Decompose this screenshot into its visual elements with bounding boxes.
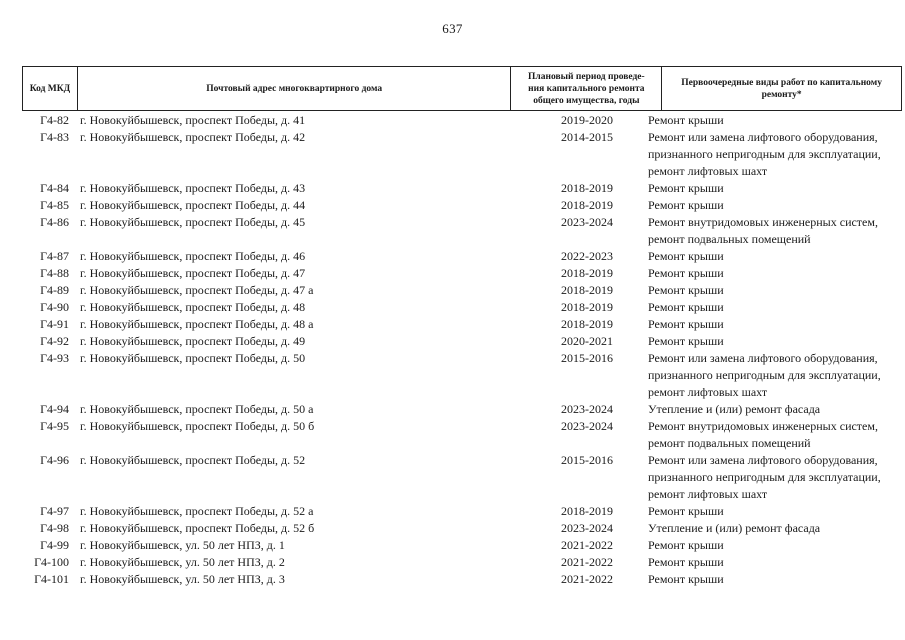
- row-period: 2018-2019: [561, 317, 613, 331]
- row-address: г. Новокуйбышевск, проспект Победы, д. 52 а: [80, 504, 314, 518]
- row-period: 2022-2023: [561, 249, 613, 263]
- table-row: [22, 265, 902, 282]
- row-address: г. Новокуйбышевск, проспект Победы, д. 46: [80, 249, 306, 263]
- row-address: г. Новокуйбышевск, проспект Победы, д. 50: [80, 351, 306, 365]
- table-row: [22, 214, 902, 248]
- row-code: Г4-96: [40, 453, 69, 467]
- row-works: Ремонт внутридомовых инженерных систем, ремонт подвальных помещений: [648, 419, 878, 450]
- row-works: Ремонт крыши: [648, 249, 724, 263]
- row-period: 2023-2024: [561, 402, 613, 416]
- row-code: Г4-91: [40, 317, 69, 331]
- row-address: г. Новокуйбышевск, проспект Победы, д. 47 а: [80, 283, 314, 297]
- table-row: [22, 503, 902, 520]
- row-code: Г4-88: [40, 266, 69, 280]
- row-period: 2018-2019: [561, 283, 613, 297]
- row-works: Ремонт крыши: [648, 113, 724, 127]
- row-address: г. Новокуйбышевск, проспект Победы, д. 44: [80, 198, 306, 212]
- row-address: г. Новокуйбышевск, проспект Победы, д. 47: [80, 266, 306, 280]
- row-address: г. Новокуйбышевск, ул. 50 лет НПЗ, д. 2: [80, 555, 285, 569]
- row-works: Ремонт крыши: [648, 317, 724, 331]
- table-row: [22, 282, 902, 299]
- row-period: 2021-2022: [561, 538, 613, 552]
- row-works: Утепление и (или) ремонт фасада: [648, 521, 821, 535]
- row-works: Ремонт крыши: [648, 181, 724, 195]
- header-address: Почтовый адрес многоквартирного дома: [78, 67, 512, 110]
- row-works: Ремонт крыши: [648, 198, 724, 212]
- row-code: Г4-92: [40, 334, 69, 348]
- table-row: [22, 180, 902, 197]
- table-row: [22, 248, 902, 265]
- row-works: Ремонт крыши: [648, 504, 724, 518]
- row-address: г. Новокуйбышевск, проспект Победы, д. 45: [80, 215, 306, 229]
- row-works: Ремонт или замена лифтового оборудования, признанного непригодным для эксплуатации, ремонт лифтовых шахт: [648, 453, 881, 501]
- row-period: 2018-2019: [561, 198, 613, 212]
- row-address: г. Новокуйбышевск, проспект Победы, д. 49: [80, 334, 306, 348]
- row-address: г. Новокуйбышевск, ул. 50 лет НПЗ, д. 1: [80, 538, 285, 552]
- row-address: г. Новокуйбышевск, проспект Победы, д. 43: [80, 181, 306, 195]
- row-code: Г4-86: [40, 215, 69, 229]
- row-address: г. Новокуйбышевск, проспект Победы, д. 48: [80, 300, 306, 314]
- table-row: [22, 418, 902, 452]
- row-code: Г4-85: [40, 198, 69, 212]
- row-code: Г4-89: [40, 283, 69, 297]
- table-body: [22, 112, 902, 588]
- table-row: [22, 452, 902, 503]
- row-period: 2018-2019: [561, 504, 613, 518]
- row-address: г. Новокуйбышевск, проспект Победы, д. 48 а: [80, 317, 314, 331]
- row-period: 2019-2020: [561, 113, 613, 127]
- header-code: Код МКД: [23, 67, 78, 110]
- table-row: [22, 299, 902, 316]
- table-row: [22, 112, 902, 129]
- table-row: [22, 554, 902, 571]
- row-works: Утепление и (или) ремонт фасада: [648, 402, 821, 416]
- table-header: [22, 66, 902, 111]
- row-code: Г4-99: [40, 538, 69, 552]
- row-period: 2021-2022: [561, 555, 613, 569]
- row-works: Ремонт крыши: [648, 572, 724, 586]
- row-code: Г4-101: [34, 572, 69, 586]
- row-code: Г4-83: [40, 130, 69, 144]
- row-period: 2023-2024: [561, 419, 613, 433]
- page-number: 637: [442, 21, 463, 36]
- row-period: 2021-2022: [561, 572, 613, 586]
- row-address: г. Новокуйбышевск, проспект Победы, д. 42: [80, 130, 306, 144]
- row-period: 2014-2015: [561, 130, 613, 144]
- row-address: г. Новокуйбышевск, ул. 50 лет НПЗ, д. 3: [80, 572, 285, 586]
- table-row: [22, 316, 902, 333]
- row-works: Ремонт крыши: [648, 555, 724, 569]
- row-period: 2018-2019: [561, 266, 613, 280]
- header-works: Первоочередные виды работ по капитальному ремонту*: [662, 67, 902, 110]
- row-works: Ремонт или замена лифтового оборудования, признанного непригодным для эксплуатации, ремонт лифтовых шахт: [648, 130, 881, 178]
- row-code: Г4-95: [40, 419, 69, 433]
- table-row: [22, 401, 902, 418]
- row-address: г. Новокуйбышевск, проспект Победы, д. 50 а: [80, 402, 314, 416]
- row-period: 2018-2019: [561, 300, 613, 314]
- row-works: Ремонт крыши: [648, 300, 724, 314]
- row-works: Ремонт крыши: [648, 266, 724, 280]
- row-address: г. Новокуйбышевск, проспект Победы, д. 50 б: [80, 419, 315, 433]
- row-period: 2015-2016: [561, 351, 613, 365]
- table-row: [22, 350, 902, 401]
- row-address: г. Новокуйбышевск, проспект Победы, д. 41: [80, 113, 306, 127]
- row-works: Ремонт или замена лифтового оборудования, признанного непригодным для эксплуатации, ремонт лифтовых шахт: [648, 351, 881, 399]
- table-row: [22, 571, 902, 588]
- row-code: Г4-87: [40, 249, 69, 263]
- table-row: [22, 537, 902, 554]
- row-code: Г4-82: [40, 113, 69, 127]
- row-address: г. Новокуйбышевск, проспект Победы, д. 52: [80, 453, 306, 467]
- row-code: Г4-97: [40, 504, 69, 518]
- table-row: [22, 197, 902, 214]
- row-address: г. Новокуйбышевск, проспект Победы, д. 52 б: [80, 521, 315, 535]
- row-works: Ремонт крыши: [648, 334, 724, 348]
- row-code: Г4-93: [40, 351, 69, 365]
- row-works: Ремонт крыши: [648, 538, 724, 552]
- table-row: [22, 333, 902, 350]
- row-code: Г4-84: [40, 181, 69, 195]
- row-code: Г4-94: [40, 402, 69, 416]
- row-period: 2015-2016: [561, 453, 613, 467]
- row-code: Г4-90: [40, 300, 69, 314]
- row-code: Г4-100: [34, 555, 69, 569]
- row-period: 2023-2024: [561, 215, 613, 229]
- row-period: 2023-2024: [561, 521, 613, 535]
- table-row: [22, 129, 902, 180]
- row-works: Ремонт крыши: [648, 283, 724, 297]
- table-row: [22, 520, 902, 537]
- row-works: Ремонт внутридомовых инженерных систем, ремонт подвальных помещений: [648, 215, 878, 246]
- row-code: Г4-98: [40, 521, 69, 535]
- row-period: 2020-2021: [561, 334, 613, 348]
- header-period: Плановый период проведе- ния капитального ремонта общего имущества, годы: [511, 67, 662, 110]
- row-period: 2018-2019: [561, 181, 613, 195]
